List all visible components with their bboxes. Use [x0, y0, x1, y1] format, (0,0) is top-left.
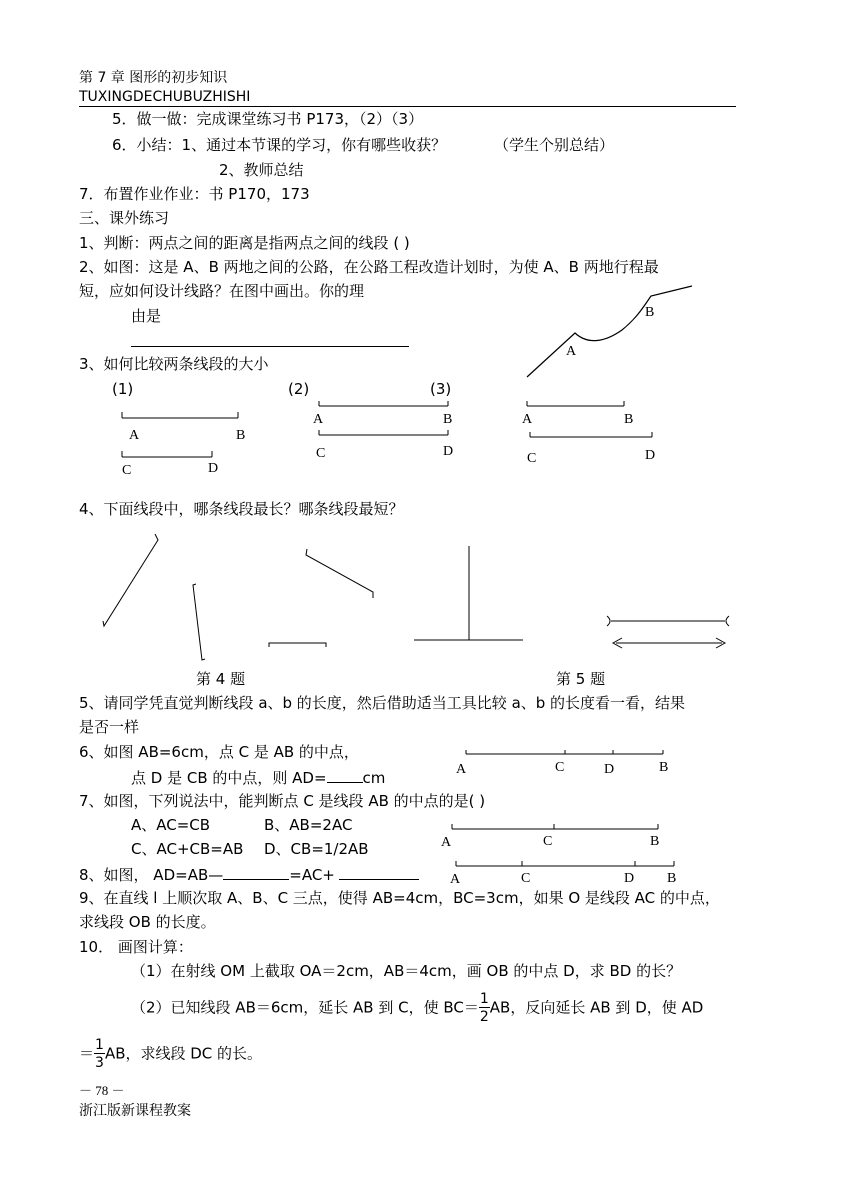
question-3: 3、如何比较两条线段的大小 [79, 355, 269, 373]
q7-label-c: C [543, 834, 553, 849]
q3-fig2-label-a: A [313, 412, 324, 427]
q3-fig2-label-c: C [316, 446, 326, 461]
question-2-line1: 2、如图：这是 A、B 两地之间的公路，在公路工程改造计划时，为使 A、B 两地行程最 [79, 258, 659, 276]
q3-fig3-label-c: C [527, 451, 537, 466]
q10-part2-text-b: AB，反向延长 AB 到 D，使 AD [489, 998, 704, 1017]
question-9-line1: 9、在直线 l 上顺次取 A、B、C 三点，使得 AB=4cm，BC=3cm，如果 O 是线段 AC 的中点， [79, 889, 720, 907]
road-figure [527, 286, 692, 377]
chapter-title: 第 7 章 图形的初步知识 [79, 70, 228, 86]
q3-fig1-label-a: A [129, 428, 140, 443]
lesson-step6b: 2、教师总结 [219, 161, 304, 179]
q10-part3-text-a: ＝ [79, 1044, 95, 1063]
q3-fig3-label-a: A [522, 412, 533, 427]
q8-label-c: C [521, 871, 531, 886]
q10-part3-text-b: AB，求线段 DC 的长。 [104, 1044, 263, 1063]
q3-fig1 [122, 412, 238, 457]
fraction-one-half: $\frac{1}{2}$ [479, 991, 489, 1025]
question-2-line2: 短，应如何设计线路？在图中画出。你的理 [79, 282, 365, 300]
q7-option-c: C、AC+CB=AB [131, 840, 244, 858]
q3-fig1-label-c: C [122, 463, 132, 478]
q4-segment-3 [306, 549, 373, 598]
q7-figure [452, 824, 658, 829]
lesson-step6a: 6．小结：1、通过本节课的学习，你有哪些收获？ [112, 136, 447, 154]
q4-segment-4 [269, 643, 326, 647]
q3-fig1-label-b: B [236, 428, 246, 443]
q6-label-b: B [659, 760, 669, 775]
question-6-line1: 6、如图 AB=6cm，点 C 是 AB 的中点， [79, 743, 359, 761]
question-4: 4、下面线段中，哪条线段最长？哪条线段最短？ [79, 500, 404, 518]
q3-fig1-label-d: D [208, 461, 219, 476]
q5-figure [607, 616, 729, 648]
q3-fig2-label-b: B [443, 412, 453, 427]
q8-text-a: 8、如图， AD=AB— [79, 866, 224, 884]
chapter-pinyin: TUXINGDECHUBUZHISHI [79, 89, 251, 105]
question-5-line1: 5、请同学凭直觉判断线段 a、b 的长度，然后借助适当工具比较 a、b 的长度看一看，结果 [79, 694, 686, 712]
q6-label-a: A [456, 762, 467, 777]
q8-text-b: =AC+ [289, 866, 335, 884]
lesson-step6-note: （学生个别总结） [494, 136, 615, 154]
question-10-part1: （1）在射线 OM 上截取 OA＝2cm，AB＝4cm，画 OB 的中点 D，求 BD 的长？ [131, 962, 682, 980]
q6-label-d: D [604, 762, 615, 777]
q4-segments [103, 534, 523, 660]
q3-fig2-label-d: D [443, 444, 454, 459]
q7-label-a: A [441, 835, 452, 850]
q6-text-a: 点 D 是 CB 的中点，则 AD= [131, 769, 327, 787]
question-2-line3: 由是 [131, 307, 162, 325]
q4-segment-2 [193, 584, 205, 660]
q3-fig3-label-d: D [645, 448, 656, 463]
q4-segment-1 [103, 534, 158, 626]
q7-option-b: B、AB=2AC [264, 816, 353, 834]
q6-figure [466, 750, 663, 754]
q8-figure [456, 861, 674, 866]
q3-label-2: (2) [288, 380, 310, 398]
section-heading: 三、课外练习 [79, 209, 170, 227]
lesson-step5: 5．做一做：完成课堂练习书 P173，（2）（3） [112, 110, 424, 128]
caption-q4: 第 4 题 [196, 670, 246, 688]
footer-title: 浙江版新课程教案 [79, 1103, 191, 1119]
q7-option-d: D、CB=1/2AB [264, 840, 369, 858]
q8-label-b: B [667, 871, 677, 886]
page-number: － 78 － [79, 1083, 125, 1098]
question-10: 10． 画图计算： [79, 938, 193, 956]
q8-label-a: A [450, 872, 461, 887]
road-label-b: B [645, 305, 655, 320]
q7-option-a: A、AC=CB [131, 816, 211, 834]
caption-q5: 第 5 题 [556, 670, 606, 688]
q6-text-b: cm [362, 769, 386, 787]
question-9-line2: 求线段 OB 的长度。 [79, 913, 216, 931]
question-7: 7、如图，下列说法中，能判断点 C 是线段 AB 的中点的是( ) [79, 792, 486, 810]
question-5-line2: 是否一样 [79, 718, 140, 736]
q3-label-3: (3) [430, 380, 452, 398]
q3-fig3-label-b: B [624, 412, 634, 427]
q3-fig2 [319, 401, 448, 435]
fraction-one-third: $\frac{1}{3}$ [95, 1037, 104, 1071]
q8-label-d: D [624, 871, 635, 886]
road-label-a: A [566, 344, 577, 359]
q3-label-1: (1) [112, 380, 134, 398]
question-1: 1、判断：两点之间的距离是指两点之间的线段 ( ) [79, 234, 410, 252]
lesson-homework: 7．布置作业作业：书 P170，173 [79, 185, 310, 203]
q10-part2-text-a: （2）已知线段 AB＝6cm，延长 AB 到 C，使 BC＝ [131, 998, 479, 1017]
q6-label-c: C [555, 760, 565, 775]
q7-label-b: B [650, 834, 660, 849]
